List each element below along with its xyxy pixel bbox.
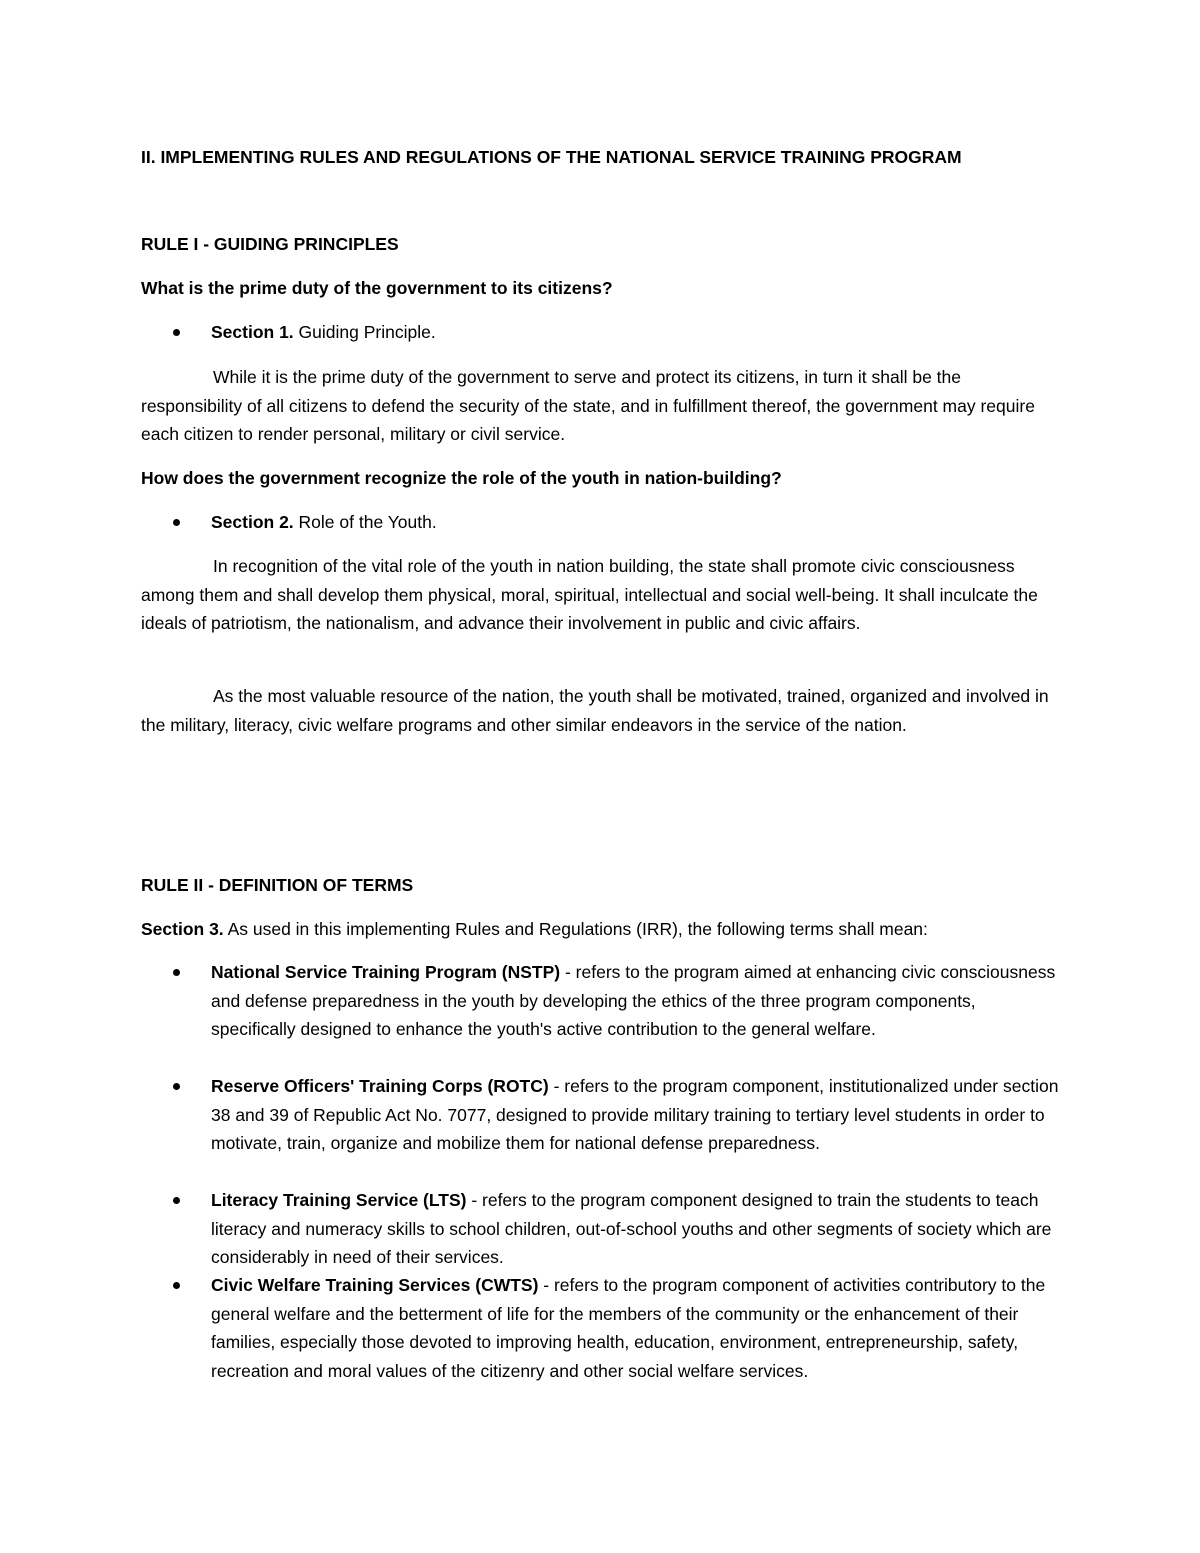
section-2-paragraph-2: As the most valuable resource of the nation, the youth shall be motivated, trained, organized and involved in the military, literacy, civic welfare programs and other similar endeavors in the service of the nation. <box>141 686 1049 735</box>
term-lts: Literacy Training Service (LTS) - refers to the program component designed to train the students to teach literacy and numeracy skills to school children, out-of-school youths and other segments of society which are considerably in need of their services. <box>211 1186 1061 1272</box>
rule2-heading: RULE II - DEFINITION OF TERMS <box>141 875 414 895</box>
section-1-bullet: Section 1. Guiding Principle. <box>211 318 1061 347</box>
term-nstp: National Service Training Program (NSTP) - refers to the program aimed at enhancing civic consciousness and defense preparedness in the youth by developing the ethics of the three program components, specifically designed to enhance the youth's active contribution to the general welfare. <box>211 958 1061 1044</box>
question-1: What is the prime duty of the government to its citizens? <box>141 278 613 298</box>
question-2: How does the government recognize the role of the youth in nation-building? <box>141 468 782 488</box>
bullet-icon <box>173 1282 180 1289</box>
section-2-paragraph-1: In recognition of the vital role of the youth in nation building, the state shall promote civic consciousness among them and shall develop them physical, moral, spiritual, intellectual and social well-being. It shall inculcate the ideals of patriotism, the nationalism, and advance their involvement in public and civic affairs. <box>141 556 1038 633</box>
bullet-icon <box>173 329 180 336</box>
section-3-intro: Section 3. As used in this implementing Rules and Regulations (IRR), the following terms shall mean: <box>141 919 928 939</box>
bullet-icon <box>173 519 180 526</box>
main-title: II. IMPLEMENTING RULES AND REGULATIONS OF THE NATIONAL SERVICE TRAINING PROGRAM <box>141 147 962 167</box>
bullet-icon <box>173 969 180 976</box>
section-2-bullet: Section 2. Role of the Youth. <box>211 508 1061 537</box>
term-rotc: Reserve Officers' Training Corps (ROTC) - refers to the program component, institutionalized under section 38 and 39 of Republic Act No. 7077, designed to provide military training to tertiary level students in order to motivate, train, organize and mobilize them for national defense preparedness. <box>211 1072 1061 1158</box>
bullet-icon <box>173 1197 180 1204</box>
bullet-icon <box>173 1083 180 1090</box>
rule1-heading: RULE I - GUIDING PRINCIPLES <box>141 234 399 254</box>
section-1-body: While it is the prime duty of the government to serve and protect its citizens, in turn it shall be the responsibility of all citizens to defend the security of the state, and in fulfillment thereof, the government may require each citizen to render personal, military or civil service. <box>141 367 1035 444</box>
term-cwts: Civic Welfare Training Services (CWTS) - refers to the program component of activities contributory to the general welfare and the betterment of life for the members of the community or the enhancement of their families, especially those devoted to improving health, education, environment, entrepreneurship, safety, recreation and moral values of the citizenry and other social welfare services. <box>211 1271 1061 1385</box>
